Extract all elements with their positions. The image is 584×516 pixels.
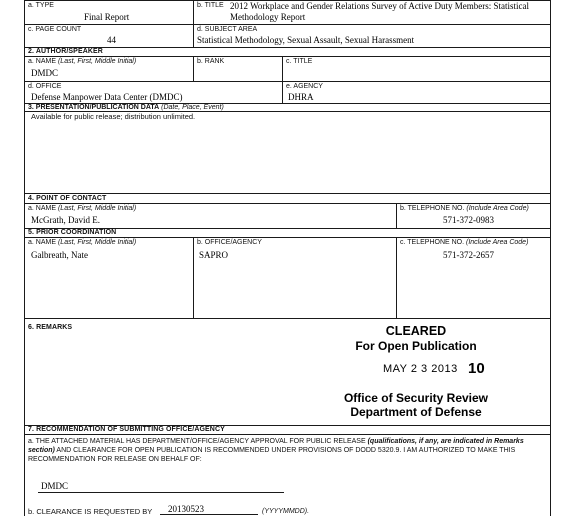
stamp-number: 10 (468, 360, 485, 377)
stamp-open-publication: For Open Publication (355, 339, 477, 353)
rule (24, 434, 550, 435)
office-label: d. OFFICE (28, 83, 62, 90)
recommendation-text: a. THE ATTACHED MATERIAL HAS DEPARTMENT/OFFICE/AGENCY APPROVAL FOR PUBLIC RELEASE (qualifications, if any, are indicated in Remarks section) AND CLEARANCE FOR OPEN PUBLICATION IS RECOMMENDED UNDER PROVISIONS OF DODD 5320.9. I AM AUTHORIZED TO MAKE THIS RECOMMENDATION FOR RELEASE ON BEHALF OF: (28, 438, 524, 463)
page-count-value: 44 (107, 35, 116, 45)
stamp-office-line2: Department of Defense (350, 405, 482, 419)
page-count-label: c. PAGE COUNT (28, 26, 82, 33)
clearance-underline (160, 514, 258, 515)
coordination-phone-value: 571-372-2657 (443, 250, 494, 260)
contact-phone-value: 571-372-0983 (443, 215, 494, 225)
author-title-label: c. TITLE (286, 58, 313, 65)
rule (24, 318, 550, 319)
coordination-heading: 5. PRIOR COORDINATION (28, 229, 117, 236)
coordination-name-label: a. NAME (Last, First, Middle Initial) (28, 239, 137, 246)
title-value-line1: 2012 Workplace and Gender Relations Survey of Active Duty Members: Statistical (230, 1, 530, 11)
rule (24, 56, 550, 57)
subject-label: d. SUBJECT AREA (197, 26, 258, 33)
coordination-name-value: Galbreath, Nate (31, 250, 88, 260)
border-left (24, 0, 25, 516)
behalf-value: DMDC (41, 481, 69, 491)
rule (24, 193, 550, 194)
title-label: b. TITLE (197, 2, 224, 9)
stamp-cleared: CLEARED (385, 324, 447, 338)
divider (193, 56, 194, 81)
coordination-office-value: SAPRO (199, 250, 229, 260)
behalf-underline (38, 492, 284, 493)
coordination-phone-label: c. TELEPHONE NO. (Include Area Code) (400, 239, 529, 246)
clearance-hint: (YYYYMMDD). (262, 508, 310, 515)
border-right (550, 0, 551, 516)
rank-label: b. RANK (197, 58, 225, 65)
divider (282, 56, 283, 103)
remarks-heading: 6. REMARKS (28, 324, 73, 331)
contact-phone-label: b. TELEPHONE NO. (Include Area Code) (400, 205, 529, 212)
clearance-value: 20130523 (168, 504, 204, 514)
stamp-office-line1: Office of Security Review (343, 391, 489, 405)
title-value-line2: Methodology Report (230, 12, 306, 22)
agency-label: e. AGENCY (286, 83, 323, 90)
presentation-value: Available for public release; distribution unlimited. (31, 112, 196, 121)
type-label: a. TYPE (28, 2, 54, 9)
clearance-label: b. CLEARANCE IS REQUESTED BY (28, 507, 153, 516)
divider (396, 237, 397, 318)
divider (396, 203, 397, 228)
stamp-date: MAY 2 3 2013 (383, 363, 458, 375)
author-name-label: a. NAME (Last, First, Middle Initial) (28, 58, 137, 65)
author-name-value: DMDC (31, 68, 59, 78)
rule (24, 203, 550, 204)
subject-value: Statistical Methodology, Sexual Assault, Sexual Harassment (197, 35, 415, 45)
contact-name-label: a. NAME (Last, First, Middle Initial) (28, 205, 137, 212)
author-section-heading: 2. AUTHOR/SPEAKER (28, 48, 103, 55)
rule (24, 81, 550, 82)
presentation-heading: 3. PRESENTATION/PUBLICATION DATA (Date, Place, Event) (28, 104, 224, 111)
office-value: Defense Manpower Data Center (DMDC) (31, 92, 183, 102)
contact-heading: 4. POINT OF CONTACT (28, 195, 107, 202)
divider (193, 237, 194, 318)
coordination-office-label: b. OFFICE/AGENCY (197, 239, 262, 246)
agency-value: DHRA (288, 92, 314, 102)
contact-name-value: McGrath, David E. (31, 215, 100, 225)
recommendation-heading: 7. RECOMMENDATION OF SUBMITTING OFFICE/AGENCY (28, 426, 225, 433)
type-value: Final Report (84, 12, 130, 22)
rule (24, 24, 550, 25)
divider (193, 0, 194, 47)
rule (24, 237, 550, 238)
